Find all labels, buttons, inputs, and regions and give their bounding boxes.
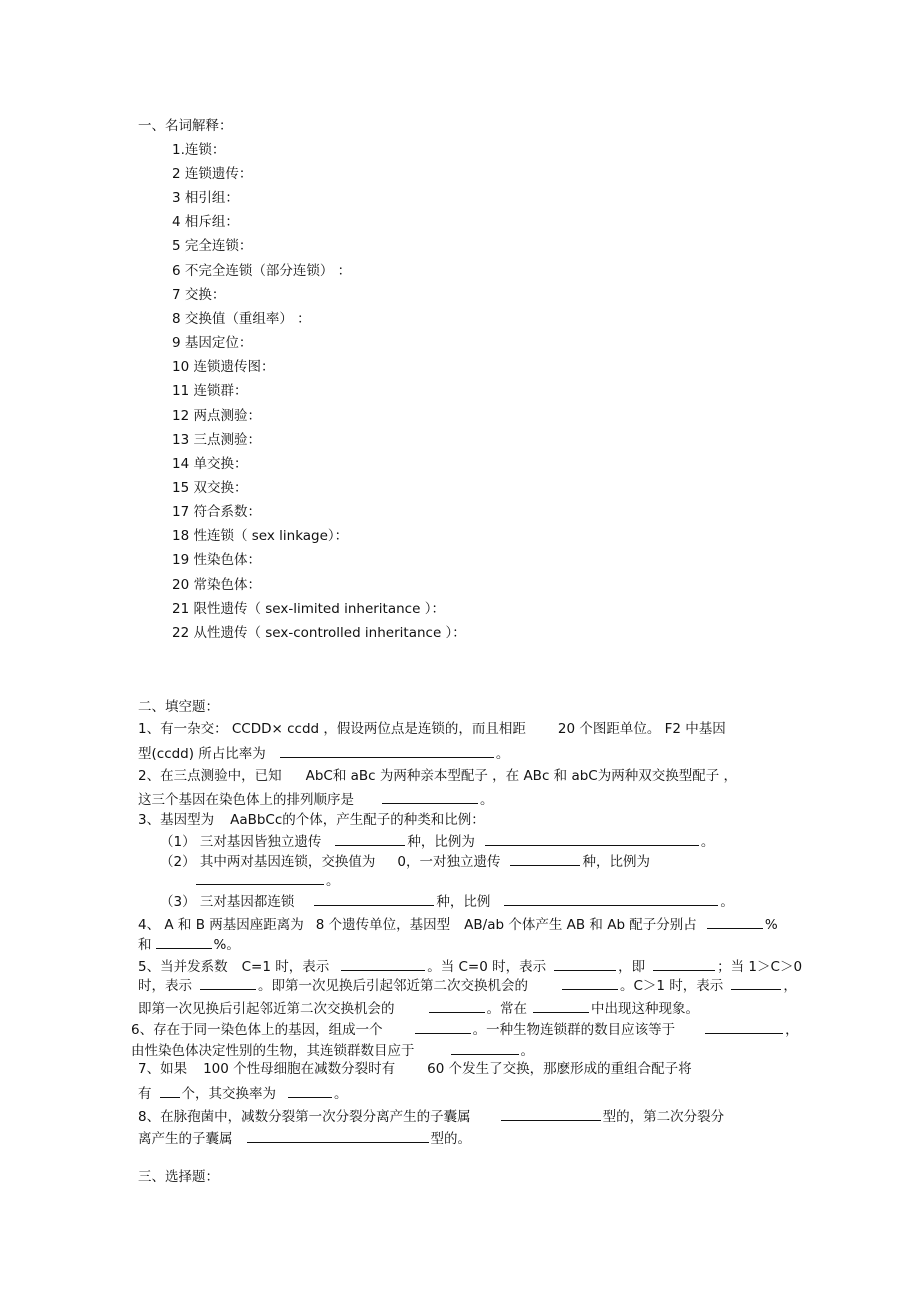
q4-text-f: %。 <box>213 937 240 953</box>
q8-text-b: 型的，第二次分裂分 <box>602 1109 725 1125</box>
q7-text-a: 7、如果 <box>138 1061 188 1077</box>
q4-text-a: 4、 A 和 B 两基因座距离为 <box>138 917 304 933</box>
q3-sub1-blank-kinds[interactable] <box>335 831 405 846</box>
q5-blank-6[interactable] <box>731 975 781 990</box>
q5-text-g: 。即第一次见换后引起邻近第二次交换机会的 <box>258 978 528 994</box>
q5-blank-3[interactable] <box>653 956 715 971</box>
q7-blank-rate[interactable] <box>288 1083 332 1098</box>
q5-blank-8[interactable] <box>533 998 589 1013</box>
term-item: 20 常染色体： <box>172 577 261 593</box>
q3-sub2-blank-kinds[interactable] <box>510 851 580 866</box>
q8-text-a: 8、在脉孢菌中，减数分裂第一次分裂分离产生的子囊属 <box>138 1109 471 1125</box>
q5-blank-1[interactable] <box>341 956 425 971</box>
q3-text-b: AaBbCc的个体，产生配子的种类和比例： <box>230 812 485 828</box>
q1-text-a: 1、有一杂交： CCDD× ccdd ，假设两位点是连锁的，而且相距 <box>138 721 526 737</box>
question-6 <box>131 1019 799 1039</box>
q3-sub3-text-c: 。 <box>720 894 734 910</box>
q3-text-a: 3、基因型为 <box>138 812 215 828</box>
q4-blank-ab[interactable] <box>707 914 763 929</box>
q7-text-b: 100 个性母细胞在减数分裂时有 <box>203 1061 396 1077</box>
section2-heading: 二、填空题： <box>138 699 219 715</box>
term-item: 22 从性遗传（ sex-controlled inheritance ）： <box>172 625 466 641</box>
q3-sub2-text-a: （2） 其中两对基因连锁，交换值为 <box>160 854 376 870</box>
q6-blank-3[interactable] <box>451 1040 519 1055</box>
q3-sub2-text-c: 种，比例为 <box>582 854 650 870</box>
q6-blank-1[interactable] <box>415 1019 471 1034</box>
question-3-sub3 <box>160 891 734 911</box>
term-item: 19 性染色体： <box>172 552 261 568</box>
term-item: 4 相斥组： <box>172 214 239 230</box>
section3-heading: 三、选择题： <box>138 1169 219 1185</box>
question-8 <box>138 1106 724 1126</box>
term-item: 6 不完全连锁（部分连锁） ： <box>172 263 352 279</box>
question-5-cont2 <box>138 998 699 1018</box>
question-1 <box>138 720 726 738</box>
q2-blank[interactable] <box>382 789 478 804</box>
q4-text-e: 和 <box>138 937 152 953</box>
question-5-cont1 <box>138 975 797 995</box>
term-item: 15 双交换： <box>172 480 248 496</box>
question-6-cont <box>131 1040 534 1060</box>
q6-text-b: 。一种生物连锁群的数目应该等于 <box>472 1022 676 1038</box>
q3-sub1-blank-ratio[interactable] <box>485 831 699 846</box>
q6-text-d: 由性染色体决定性别的生物，其连锁群数目应于 <box>131 1043 415 1059</box>
q2-text-d: 。 <box>480 792 494 808</box>
q5-text-j: 即第一次见换后引起邻近第二次交换机会的 <box>138 1001 395 1017</box>
term-item: 8 交换值（重组率） ： <box>172 311 311 327</box>
q8-blank-1[interactable] <box>501 1106 601 1121</box>
term-item: 10 连锁遗传图： <box>172 359 275 375</box>
q5-text-k: 。常在 <box>486 1001 527 1017</box>
question-4 <box>138 914 778 934</box>
term-item: 18 性连锁（ sex linkage）： <box>172 528 349 544</box>
q5-blank-2[interactable] <box>554 956 616 971</box>
q4-text-c: AB/ab 个体产生 AB 和 Ab 配子分别占 <box>464 917 697 933</box>
term-item: 13 三点测验： <box>172 432 261 448</box>
q5-text-b: C=1 时，表示 <box>241 959 330 975</box>
q7-text-f: 。 <box>334 1086 348 1102</box>
q4-blank-ab-small[interactable] <box>156 934 212 949</box>
question-3 <box>138 811 485 829</box>
term-item: 2 连锁遗传： <box>172 166 253 182</box>
q5-text-d: ，即 <box>618 959 646 975</box>
q3-sub2-text-b: 0，一对独立遗传 <box>397 854 501 870</box>
question-8-cont <box>138 1128 471 1148</box>
term-item: 7 交换： <box>172 287 226 303</box>
q3-sub1-text-c: 。 <box>700 834 715 850</box>
question-3-sub2-cont <box>194 870 340 890</box>
q3-sub1-text-b: 种，比例为 <box>407 834 475 850</box>
term-item: 21 限性遗传（ sex-limited inheritance ）： <box>172 601 445 617</box>
q2-text-c: 这三个基因在染色体上的排列顺序是 <box>138 792 354 808</box>
q6-text-a: 6、存在于同一染色体上的基因，组成一个 <box>131 1022 383 1038</box>
q5-blank-4[interactable] <box>200 975 256 990</box>
q5-text-a: 5、当并发系数 <box>138 959 228 975</box>
q5-text-l: 中出现这种现象。 <box>591 1001 699 1017</box>
q5-blank-5[interactable] <box>562 975 618 990</box>
q6-text-e: 。 <box>520 1043 534 1059</box>
question-7-cont <box>138 1083 348 1103</box>
q3-sub3-text-a: （3） 三对基因都连锁 <box>160 894 295 910</box>
q5-blank-7[interactable] <box>429 998 485 1013</box>
term-item: 11 连锁群： <box>172 383 248 399</box>
q5-text-i: ， <box>783 978 797 994</box>
term-item: 12 两点测验： <box>172 408 261 424</box>
q5-text-c: 。当 C=0 时，表示 <box>427 959 547 975</box>
q6-blank-2[interactable] <box>705 1019 783 1034</box>
term-item: 3 相引组： <box>172 190 239 206</box>
term-item: 1.连锁： <box>172 142 226 158</box>
q3-sub2-text-d: 。 <box>326 873 340 889</box>
term-item: 17 符合系数： <box>172 504 261 520</box>
section1-heading: 一、名词解释： <box>138 118 233 134</box>
q3-sub2-blank-ratio[interactable] <box>196 870 324 885</box>
question-5 <box>138 956 802 976</box>
q7-text-c: 60 个发生了交换，那麽形成的重组合配子将 <box>427 1061 692 1077</box>
q8-blank-2[interactable] <box>247 1128 429 1143</box>
q8-text-d: 型的。 <box>430 1131 471 1147</box>
q3-sub3-text-b: 种，比例 <box>436 894 491 910</box>
q2-text-a: 2、在三点测验中，已知 <box>138 768 282 784</box>
q3-sub3-blank-ratio[interactable] <box>504 891 718 906</box>
q7-blank-count[interactable] <box>160 1083 180 1098</box>
q1-text-b: 20 个图距单位。 F2 中基因 <box>557 721 726 737</box>
question-3-sub1 <box>160 831 714 851</box>
q4-text-d: % <box>764 917 778 933</box>
question-1-cont <box>138 743 509 763</box>
q3-sub1-text-a: （1） 三对基因皆独立遗传 <box>160 834 322 850</box>
term-item: 5 完全连锁： <box>172 238 253 254</box>
question-7 <box>138 1060 692 1078</box>
q8-text-c: 离产生的子囊属 <box>138 1131 233 1147</box>
term-item: 14 单交换： <box>172 456 248 472</box>
q5-text-e: ；当 1＞C＞0 <box>717 959 803 975</box>
q7-text-e: 个，其交换率为 <box>181 1086 276 1102</box>
question-4-cont <box>138 934 240 954</box>
q3-sub3-blank-kinds[interactable] <box>314 891 434 906</box>
q7-text-d: 有 <box>138 1086 152 1102</box>
q2-text-b: AbC和 aBc 为两种亲本型配子 ，在 ABc 和 abC为两种双交换型配子 ， <box>305 768 738 784</box>
q5-text-f: 时，表示 <box>138 978 192 994</box>
question-2-cont <box>138 789 494 809</box>
q1-text-d: 。 <box>495 746 510 762</box>
q1-blank[interactable] <box>280 743 494 758</box>
q5-text-h: 。C＞1 时，表示 <box>620 978 724 994</box>
question-2 <box>138 767 737 785</box>
term-item: 9 基因定位： <box>172 335 253 351</box>
q4-text-b: 8 个遗传单位，基因型 <box>315 917 451 933</box>
q6-text-c: ， <box>785 1022 799 1038</box>
q1-text-c: 型(ccdd) 所占比率为 <box>138 746 266 762</box>
question-3-sub2 <box>160 851 650 871</box>
